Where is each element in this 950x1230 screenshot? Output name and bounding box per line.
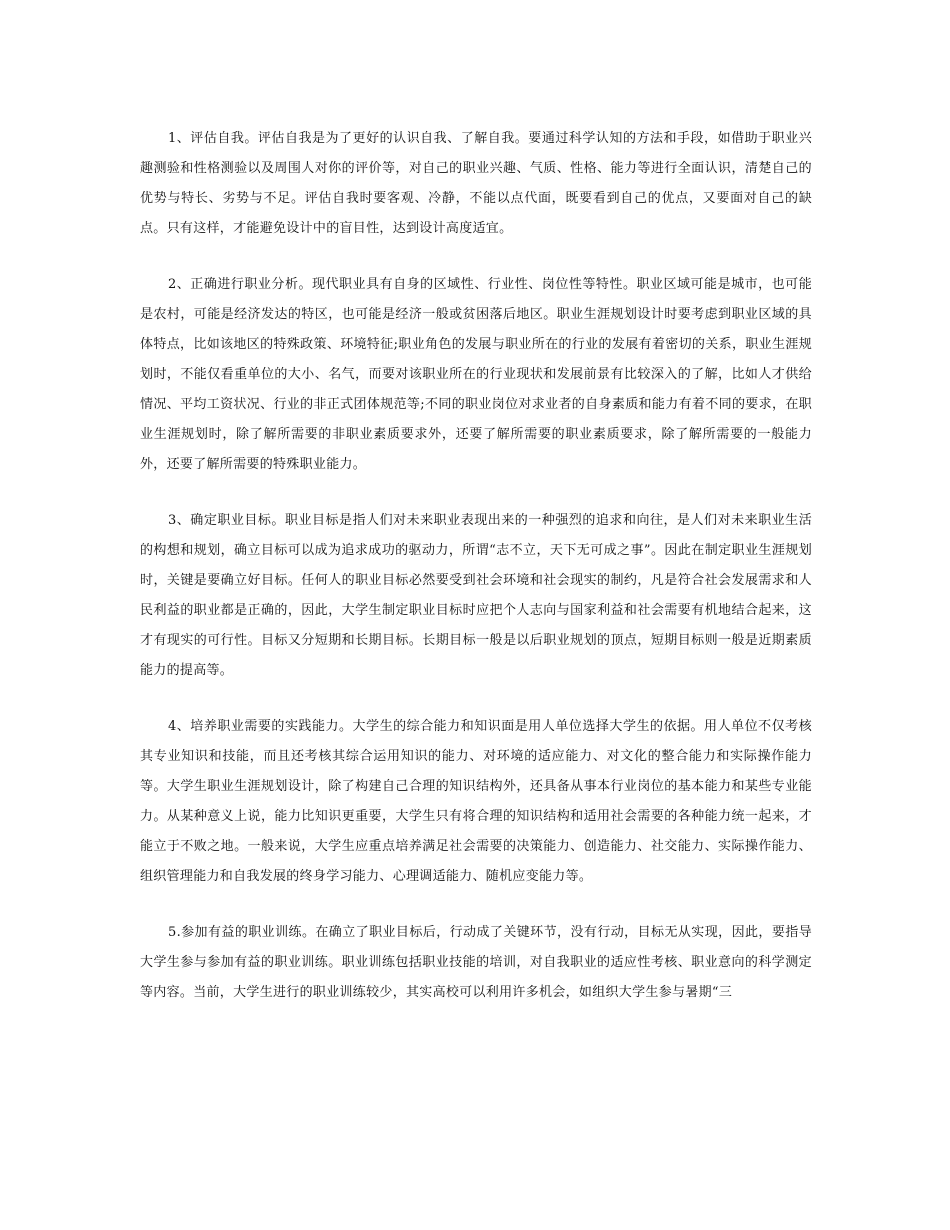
paragraph-career-training: 5.参加有益的职业训练。在确立了职业目标后，行动成了关键环节，没有行动，目标无从实现，因此，要指导大学生参与参加有益的职业训练。职业训练包括职业技能的培训，对自我职业的适应性考核、职业意向的科学测定等内容。当前，大学生进行的职业训练较少，其实高校可以利用许多机会，如组织大学生参与暑期“三: [140, 925, 812, 1000]
paragraph-career-goal: 3、确定职业目标。职业目标是指人们对未来职业表现出来的一种强烈的追求和向往，是人们对未来职业生活的构想和规划，确立目标可以成为追求成功的驱动力，所谓“志不立，天下无可成之事”。因此在制定职业生涯规划时，关键是要确立好目标。任何人的职业目标必然要受到社会环境和社会现实的制约，凡是符合社会发展需求和人民利益的职业都是正确的，因此，大学生制定职业目标时应把个人志向与国家利益和社会需要有机地结合起来，这才有现实的可行性。目标又分短期和长期目标。长期目标一般是以后职业规划的顶点，短期目标则一般是近期素质能力的提高等。: [140, 513, 812, 678]
paragraph-practical-ability: 4、培养职业需要的实践能力。大学生的综合能力和知识面是用人单位选择大学生的依据。用人单位不仅考核其专业知识和技能，而且还考核其综合运用知识的能力、对环境的适应能力、对文化的整合能力和实际操作能力等。大学生职业生涯规划设计，除了构建自己合理的知识结构外，还具备从事本行业岗位的基本能力和某些专业能力。从某种意义上说，能力比知识更重要，大学生只有将合理的知识结构和适用社会需要的各种能力统一起来，才能立于不败之地。一般来说，大学生应重点培养满足社会需要的决策能力、创造能力、社交能力、实际操作能力、组织管理能力和自我发展的终身学习能力、心理调适能力、随机应变能力等。: [140, 719, 812, 884]
paragraph-self-assessment: 1、评估自我。评估自我是为了更好的认识自我、了解自我。要通过科学认知的方法和手段，如借助于职业兴趣测验和性格测验以及周围人对你的评价等，对自己的职业兴趣、气质、性格、能力等进行全面认识，清楚自己的优势与特长、劣势与不足。评估自我时要客观、冷静，不能以点代面，既要看到自己的优点，又要面对自己的缺点。只有这样，才能避免设计中的盲目性，达到设计高度适宜。: [140, 131, 812, 236]
document-body: [140, 124, 812, 1034]
paragraph-career-analysis: 2、正确进行职业分析。现代职业具有自身的区域性、行业性、岗位性等特性。职业区域可能是城市，也可能是农村，可能是经济发达的特区，也可能是经济一般或贫困落后地区。职业生涯规划设计时要考虑到职业区域的具体特点，比如该地区的特殊政策、环境特征;职业角色的发展与职业所在的行业的发展有着密切的关系，职业生涯规划时，不能仅看重单位的大小、名气，而要对该职业所在的行业现状和发展前景有比较深入的了解，比如人才供给情况、平均工资状况、行业的非正式团体规范等;不同的职业岗位对求业者的自身素质和能力有着不同的要求，在职业生涯规划时，除了解所需要的非职业素质要求外，还要了解所需要的职业素质要求，除了解所需要的一般能力外，还要了解所需要的特殊职业能力。: [140, 277, 812, 472]
